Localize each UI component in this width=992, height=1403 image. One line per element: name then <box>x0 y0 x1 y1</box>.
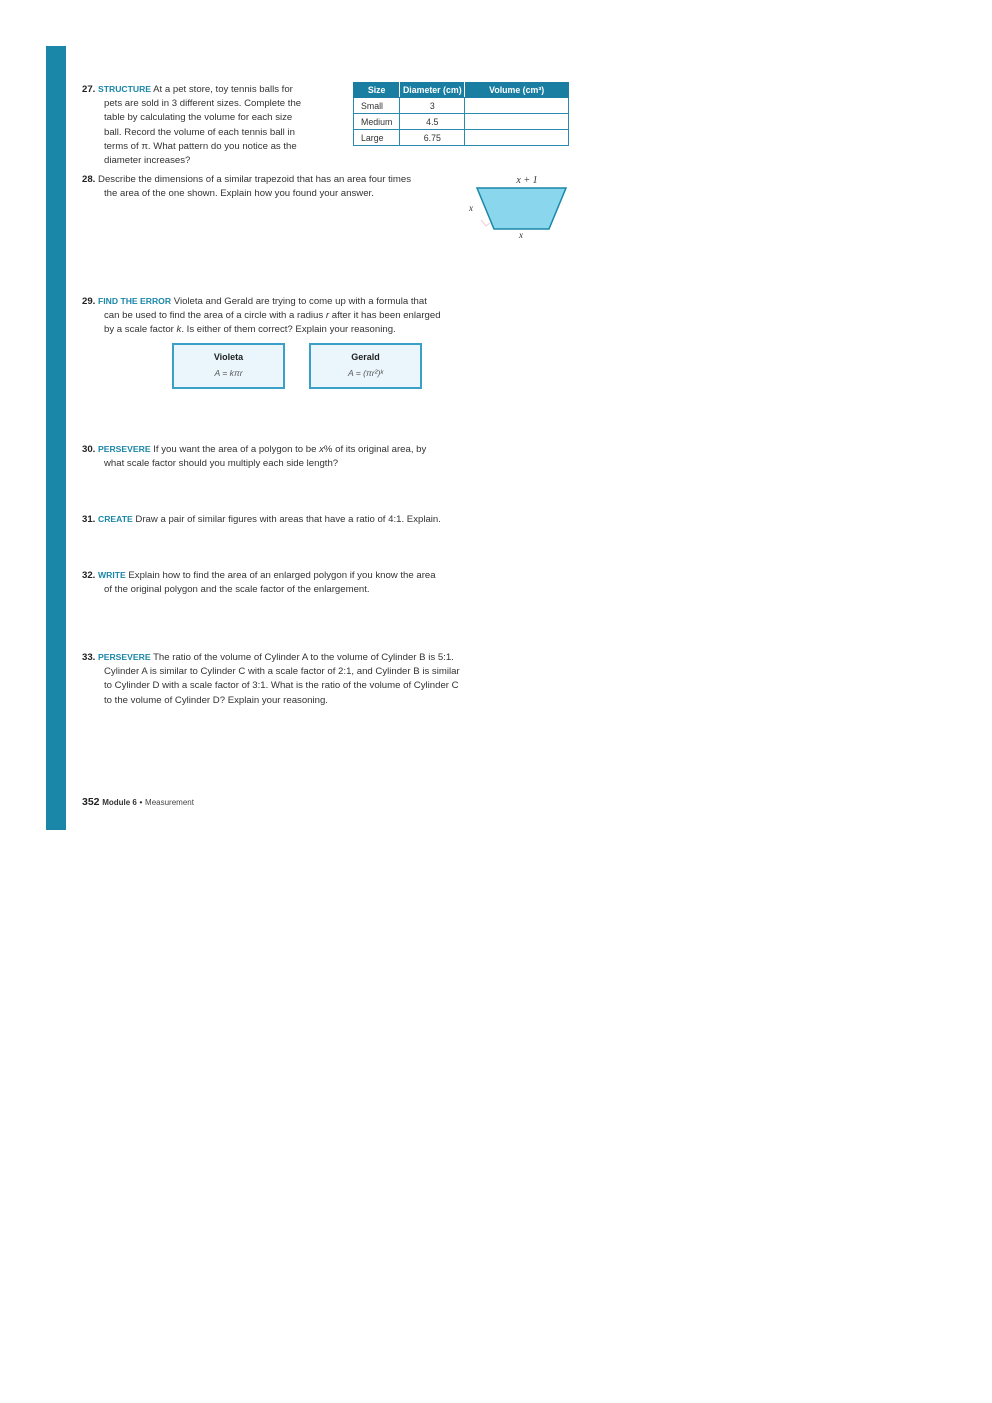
keyword: CREATE <box>98 514 133 524</box>
angle-mark <box>481 220 490 226</box>
problem-number: 29. <box>82 296 96 307</box>
problem-text: after it has been enlarged <box>329 310 441 322</box>
page-footer <box>82 796 194 808</box>
problem-text: Violeta and Gerald are trying to come up with a formula that <box>173 296 427 307</box>
problem-31 <box>82 512 441 527</box>
trapezoid-figure <box>460 170 580 245</box>
keyword: FIND THE ERROR <box>98 296 172 306</box>
table-row <box>354 98 569 114</box>
problem-text: the area of the one shown. Explain how you found your answer. <box>104 188 374 200</box>
problem-32 <box>82 568 436 597</box>
problem-number: 32. <box>82 570 96 581</box>
volume-cell[interactable] <box>465 98 569 114</box>
size-cell: Large <box>354 130 400 146</box>
problem-30 <box>82 442 426 471</box>
module-label: Module 6 <box>102 798 137 807</box>
problem-text: to Cylinder D with a scale factor of 3:1. What is the ratio of the volume of Cylinder C <box>104 680 459 692</box>
problem-number: 31. <box>82 514 96 525</box>
trapezoid-side-label: x <box>469 203 473 213</box>
trapezoid-shape <box>477 188 566 229</box>
problem-text: table by calculating the volume for each size <box>104 112 293 124</box>
volume-cell[interactable] <box>465 130 569 146</box>
volume-cell[interactable] <box>465 114 569 130</box>
problem-number: 28. <box>82 174 96 185</box>
card-formula: A = (πr²)ᵏ <box>347 368 384 378</box>
variable: r <box>325 310 330 322</box>
problem-text: of the original polygon and the scale factor of the enlargement. <box>104 584 370 596</box>
variable: k <box>176 324 182 336</box>
table-header: Volume (cm³) <box>465 83 569 98</box>
card-name: Gerald <box>351 352 380 362</box>
problem-text: Cylinder A is similar to Cylinder C with a scale factor of 2:1, and Cylinder B is similar <box>104 666 460 678</box>
problem-text: The ratio of the volume of Cylinder A to the volume of Cylinder B is 5:1. <box>153 652 454 663</box>
table-row <box>354 130 569 146</box>
diameter-cell: 6.75 <box>400 130 465 146</box>
problem-text: what scale factor should you multiply each side length? <box>104 458 339 470</box>
volume-table <box>353 82 569 146</box>
problem-28 <box>82 173 411 201</box>
keyword: WRITE <box>98 570 126 580</box>
table-row <box>354 114 569 130</box>
problem-text: to the volume of Cylinder D? Explain your reasoning. <box>104 694 328 706</box>
problem-text: Describe the dimensions of a similar trapezoid that has an area four times <box>98 174 412 185</box>
keyword: PERSEVERE <box>98 652 151 662</box>
side-color-bar <box>46 46 66 830</box>
keyword: PERSEVERE <box>98 444 151 454</box>
violeta-card <box>172 343 285 389</box>
card-name: Violeta <box>213 352 244 362</box>
problem-text: At a pet store, toy tennis balls for <box>153 84 293 95</box>
problem-text: Explain how to find the area of an enlarged polygon if you know the area <box>128 570 436 581</box>
problem-text: . Is either of them correct? Explain your reasoning. <box>181 324 396 336</box>
table-header: Diameter (cm) <box>400 83 465 98</box>
table-header-row <box>354 83 569 98</box>
page-number: 352 <box>82 796 100 808</box>
gerald-card <box>309 343 422 389</box>
size-cell: Medium <box>354 114 400 130</box>
problem-text: Draw a pair of similar figures with areas that have a ratio of 4:1. Explain. <box>135 514 441 525</box>
trapezoid-bottom-label: x <box>519 230 523 240</box>
problem-33 <box>82 650 460 708</box>
size-cell: Small <box>354 98 400 114</box>
card-formula: A = kπr <box>214 368 243 378</box>
footer-separator: • <box>139 798 143 807</box>
problem-text: If you want the area of a polygon to be <box>153 444 320 455</box>
table-header: Size <box>354 83 400 98</box>
keyword: STRUCTURE <box>98 84 152 94</box>
problem-text: % of its original area, by <box>323 444 427 455</box>
diameter-cell: 4.5 <box>400 114 465 130</box>
problem-text: diameter increases? <box>104 155 191 167</box>
problem-text: can be used to find the area of a circle with a radius <box>104 310 326 322</box>
problem-29 <box>82 294 441 338</box>
variable: x <box>319 444 324 455</box>
diameter-cell: 3 <box>400 98 465 114</box>
problem-number: 33. <box>82 652 96 663</box>
problem-number: 30. <box>82 444 96 455</box>
problem-number: 27. <box>82 84 96 95</box>
problem-text: by a scale factor <box>104 324 177 336</box>
problem-text: pets are sold in 3 different sizes. Complete the <box>104 98 302 110</box>
problem-text: terms of π. What pattern do you notice as the <box>104 140 297 152</box>
trapezoid-top-label: x + 1 <box>516 175 538 186</box>
module-title: Measurement <box>145 798 194 807</box>
problem-text: ball. Record the volume of each tennis ball in <box>104 126 295 138</box>
problem-27 <box>82 82 301 168</box>
